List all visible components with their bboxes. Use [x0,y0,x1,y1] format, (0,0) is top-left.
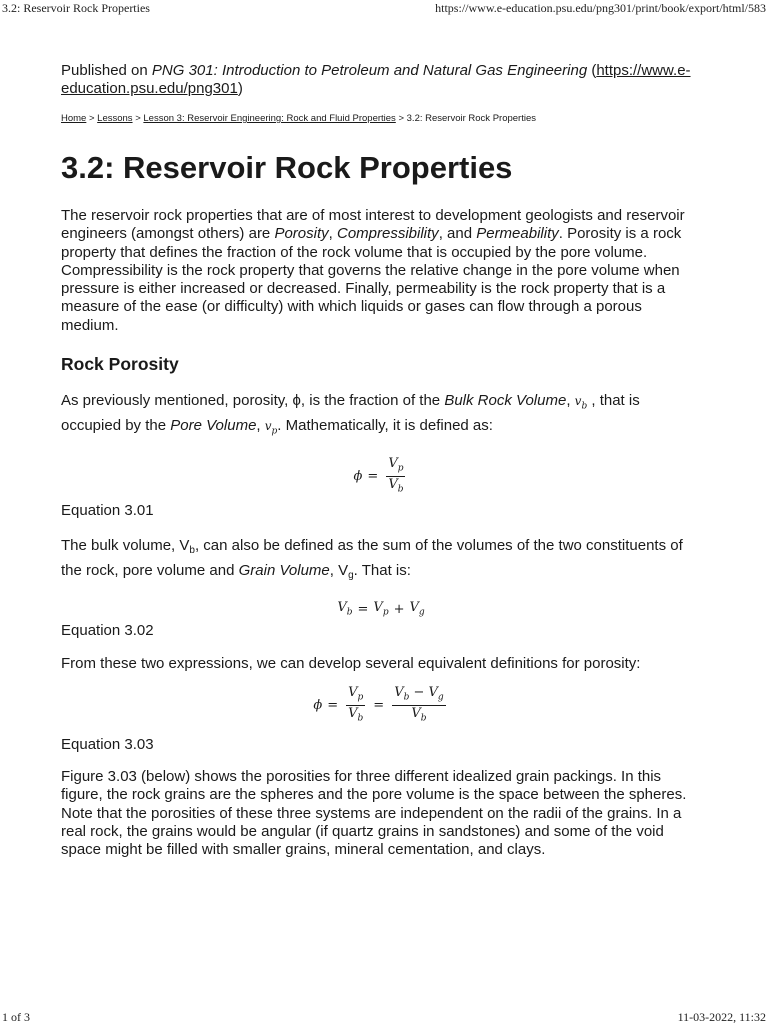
equation-3-02: $V_b$ = $V_p$ + $V_g$ [337,600,425,618]
math-vp: $v_p$ [264,419,278,437]
print-header-url: https://www.e-education.psu.edu/png301/print/book/export/html/583 [435,1,766,15]
breadcrumb-home[interactable]: Home [61,113,87,124]
equation-3-03: ϕ = $\frac{V_p}{V_b}$ = $\frac{V_b - V_g}{V_b}$ [313,684,444,724]
breadcrumb-lessons[interactable]: Lessons [97,113,133,124]
published-line: Published on PNG 301: Introduction to Petroleum and Natural Gas Engineering (https://www.e-education.psu.edu/png301) [61,62,691,97]
section-heading-rock-porosity: Rock Porosity [61,354,179,375]
print-header [0,1,768,16]
intro-paragraph: The reservoir rock properties that are of most interest to development geologists and reservoir engineers (amongst others) are Porosity, Compressibility, and Permeability. Porosity is a rock property that defines the fraction of the rock volume that is occupied by the pore volume. Compressibility is the rock property that governs the relative change in the pore volume when pressure is either increased or decreased. Finally, permeability is the rock property that is a measure of the ease (or difficulty) with which liquids or gases can flow through a porous medium. [61,207,685,334]
page-count: 1 of 3 [2,1010,30,1024]
course-link[interactable]: https://www.e-education.psu.edu/png301 [61,62,691,97]
porosity-paragraph: As previously mentioned, porosity, ϕ, is the fraction of the Bulk Rock Volume, $v_b$ , that is occupied by the Pore Volume, $v_p$. Mathematically, it is defined as: [61,392,640,437]
course-name: PNG 301: Introduction to Petroleum and Natural Gas Engineering [151,62,588,79]
print-header-title: 3.2: Reservoir Rock Properties [2,1,150,15]
equation-3-02-label: Equation 3.02 [61,621,154,639]
print-footer [0,1010,768,1025]
figure-description-paragraph: Figure 3.03 (below) shows the porosities for three different idealized grain packings. In this figure, the rock grains are the spheres and the pore volume is the space between the spheres. Note that the porosities of these three systems are independent on the radii of the grains. In a real rock, the grains would be angular (if quartz grains in sandstones) and some of the void space might be filled with smaller grains, mineral cementation, and clays. [61,768,687,859]
equation-3-01: ϕ = $\frac{V_p}{V_b}$ [353,455,404,496]
two-expressions-paragraph: From these two expressions, we can develop several equivalent definitions for porosity: [61,655,641,673]
equation-3-03-label: Equation 3.03 [61,735,154,753]
breadcrumb: Home > Lessons > Lesson 3: Reservoir Engineering: Rock and Fluid Properties > 3.2: Reservoir Rock Properties [61,113,536,124]
breadcrumb-current: 3.2: Reservoir Rock Properties [406,113,536,124]
math-vb: $v_b$ [574,394,588,412]
print-timestamp: 11-03-2022, 11:32 [677,1010,766,1024]
page-content [61,62,701,860]
breadcrumb-lesson-3[interactable]: Lesson 3: Reservoir Engineering: Rock and Fluid Properties [143,113,396,124]
bulk-volume-paragraph: The bulk volume, $V_b$, can also be defined as the sum of the volumes of the two constituents of the rock, pore volume and Grain Volume, $V_g$. That is: [61,537,683,582]
page-title: 3.2: Reservoir Rock Properties [61,150,513,185]
equation-3-01-label: Equation 3.01 [61,502,154,520]
